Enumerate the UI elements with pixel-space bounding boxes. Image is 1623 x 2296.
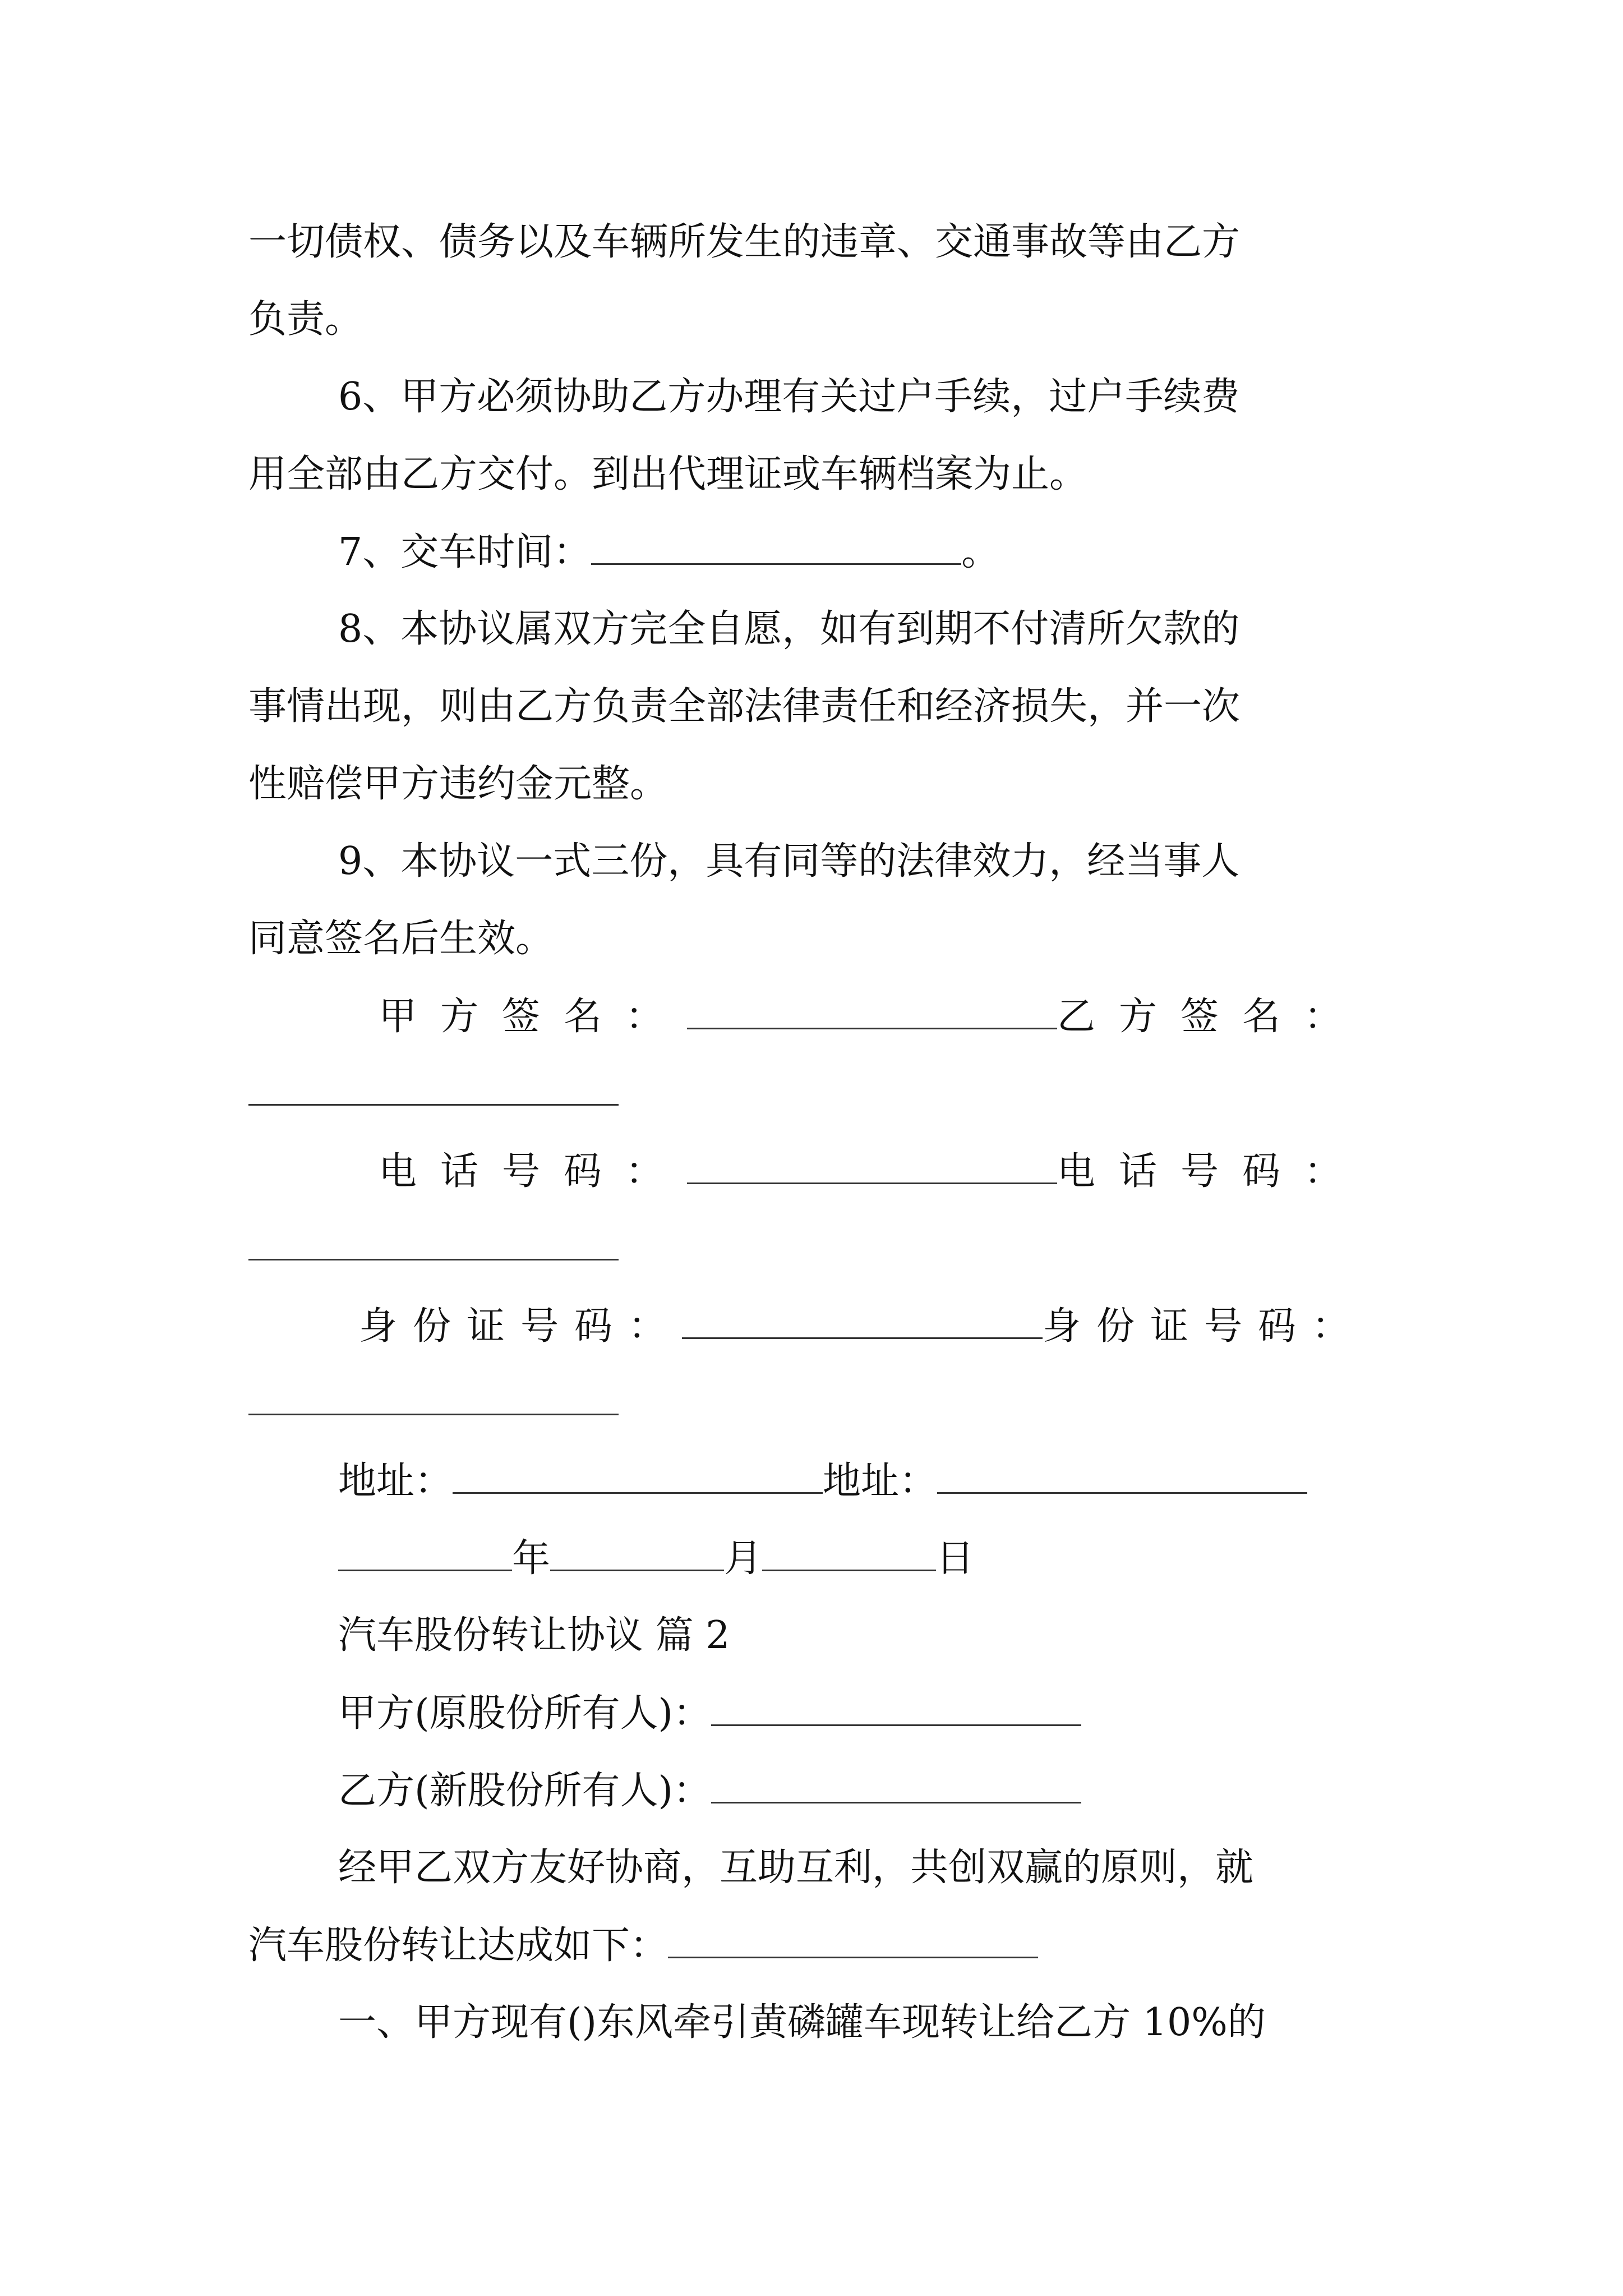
party-b-phone-blank[interactable] [248,1259,619,1260]
party-b-new-owner-label: 乙方(新股份所有人)： [338,1769,712,1813]
intro-line-1: 经甲乙双方友好协商，互助互利，共创双赢的原则，就 [338,1846,1254,1890]
paragraph-8-line-2: 事情出现，则由乙方负责全部法律责任和经济损失，并一次 [248,684,1241,729]
id-number-row [359,1304,1366,1349]
party-a-original-owner-label: 甲方(原股份所有人)： [338,1691,712,1736]
party-a-signature-blank[interactable] [687,994,1057,1029]
address-row [338,1458,1471,1504]
intro-line-2-row [248,1923,1381,1968]
party-b-id-blank[interactable] [248,1414,619,1415]
party-b-new-owner-row [338,1768,1471,1814]
party-a-signature-label: 甲方签名： [379,995,688,1039]
party-b-phone-label: 电话号码： [1057,1149,1366,1194]
party-b-signature-label: 乙方签名： [1057,995,1366,1039]
paragraph-9-line-1: 9、本协议一式三份，具有同等的法律效力，经当事人 [338,839,1240,884]
paragraph-8-line-3: 性赔偿甲方违约金元整。 [248,762,668,806]
intro-blank[interactable] [668,1923,1038,1958]
party-b-id-label: 身份证号码： [1042,1304,1366,1349]
date-year-blank[interactable] [338,1536,512,1571]
paragraph-7-delivery-time [338,530,1471,575]
date-row [338,1536,1471,1581]
date-month-label: 月 [724,1536,763,1581]
party-a-id-label: 身份证号码： [359,1304,683,1349]
delivery-time-end: 。 [961,530,1000,574]
delivery-time-blank[interactable] [591,530,961,565]
paragraph-6-line-2: 用全部由乙方交付。到出代理证或车辆档案为止。 [248,452,1088,496]
section-2-title: 汽车股份转让协议 篇 2 [338,1613,730,1658]
party-b-signature-blank[interactable] [248,1104,619,1106]
party-a-original-owner-blank[interactable] [711,1691,1081,1726]
party-a-original-owner-row [338,1691,1471,1736]
party-b-address-blank[interactable] [937,1458,1307,1494]
date-year-label: 年 [512,1536,551,1581]
date-day-label: 日 [936,1536,975,1581]
party-a-phone-label: 电话号码： [379,1149,688,1194]
party-a-phone-blank[interactable] [687,1149,1057,1184]
date-day-blank[interactable] [762,1536,936,1571]
party-b-new-owner-blank[interactable] [711,1768,1081,1803]
party-a-id-blank[interactable] [682,1304,1043,1339]
party-a-address-label: 地址： [338,1459,453,1503]
intro-line-2: 汽车股份转让达成如下： [248,1924,668,1968]
party-b-address-label: 地址： [823,1459,938,1503]
paragraph-5-continued-line-1: 一切债权、债务以及车辆所发生的违章、交通事故等由乙方 [248,220,1241,264]
delivery-time-label: 7、交车时间： [338,530,592,574]
paragraph-9-line-2: 同意签名后生效。 [248,917,554,961]
paragraph-5-continued-line-2: 负责。 [248,297,363,342]
signature-row [379,994,1366,1039]
clause-1-line-1: 一、甲方现有()东风牵引黄磷罐车现转让给乙方 10%的 [338,2000,1266,2045]
party-a-address-blank[interactable] [453,1458,823,1494]
date-month-blank[interactable] [550,1536,724,1571]
paragraph-6-line-1: 6、甲方必须协助乙方办理有关过户手续，过户手续费 [338,375,1240,419]
phone-row [379,1149,1366,1194]
paragraph-8-line-1: 8、本协议属双方完全自愿，如有到期不付清所欠款的 [338,607,1240,651]
